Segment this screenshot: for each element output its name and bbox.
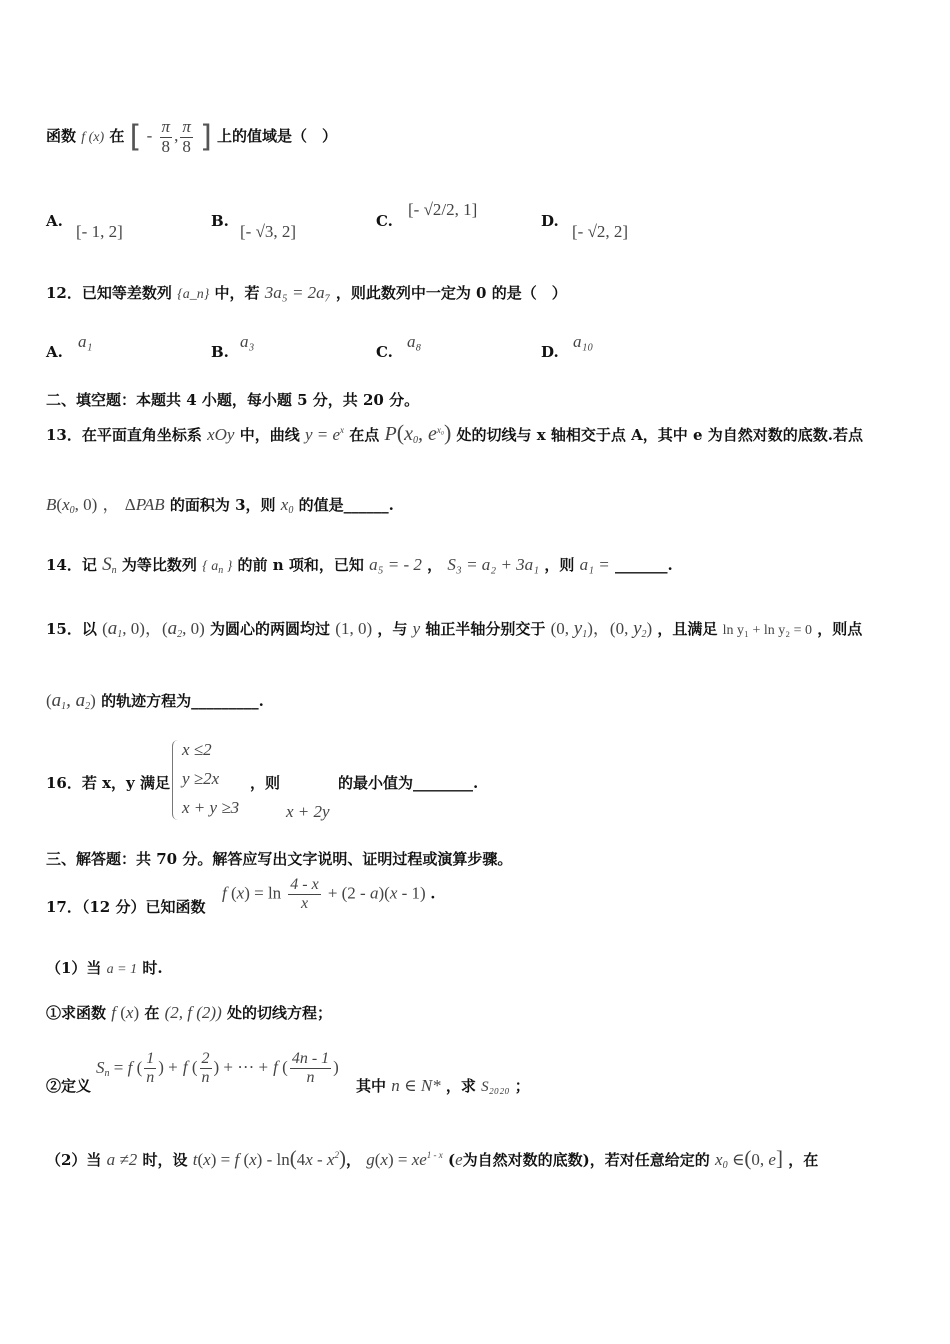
math: + (2 - a)(x - 1)	[327, 883, 426, 903]
math-B: $B(x_0$, 0)	[46, 495, 98, 516]
text: 的值是______.	[298, 496, 394, 514]
text: 轴正半轴分别交于	[425, 620, 546, 638]
q12-stem	[46, 282, 567, 303]
text: 为圆心的两圆均过	[210, 620, 331, 638]
math: (1, 0)	[335, 619, 373, 638]
fraction: $\frac{1}{n}$	[146, 1050, 155, 1086]
constraint: y ≥2x	[182, 769, 220, 788]
math: f (x)	[111, 1003, 140, 1022]
text: ，则点	[817, 620, 863, 638]
constraint: x ≤2	[182, 740, 212, 759]
math-cond: 3a₅ = 2a₇	[264, 283, 331, 302]
point-label: P	[384, 423, 397, 445]
fraction: $\frac{2}{n}$	[201, 1050, 210, 1086]
section-heading: 二、填空题：本题共 4 小题，每小题 5 分，共 20 分。	[46, 391, 420, 409]
option-value: [- 1, 2]	[76, 222, 123, 241]
option-label: D.	[541, 343, 559, 361]
bracket-right: ]	[200, 119, 212, 155]
q13-line2: $B(x_0$, 0) ， ΔPAB 的面积为 3，则 $x_0$ 的值是______.	[46, 495, 394, 516]
text: (	[448, 1151, 456, 1169]
q17-function: f (x) = ln $\frac{4 - x}{x}$ + (2 - a)(x - 1) .	[222, 876, 436, 912]
option-label: B.	[211, 212, 229, 230]
math: $S_n = f$ (	[96, 1057, 143, 1079]
math: (0, $y_2$)	[609, 618, 653, 640]
text: 12．已知等差数列	[46, 284, 172, 302]
option-value: [- √2, 2]	[572, 222, 629, 241]
math: S₂₀₂₀	[481, 1079, 510, 1095]
bracket-left: [	[129, 119, 142, 155]
text: 中，若	[214, 284, 260, 302]
math: a₁ =	[579, 555, 610, 574]
math: t(x) = f $(x) - \ln(4x - x^2)$	[192, 1146, 346, 1170]
q14-stem	[46, 554, 673, 576]
option-value: [- √3, 2]	[240, 222, 297, 241]
option-value: [- √2/2, 1]	[408, 200, 478, 219]
q13-line1	[46, 420, 863, 446]
math-curve: $y = e^x$	[304, 425, 345, 444]
q17-sum: $S_n = f$ ( $\frac{1}{n}$ ) + f ( $\frac{2}{n}$ ) + ··· + f ( $\frac{4n - 1}{n}$ )	[96, 1050, 339, 1086]
math: xOy	[207, 425, 235, 444]
option-value: a₁₀	[573, 332, 594, 351]
q11-stem: 函数 f (x) 在 [ - $\frac{\pi}{8}$ , $\frac{\pi}{8}$ ] 上的值域是（ ）	[46, 117, 338, 156]
fraction: $\frac{4n - 1}{n}$	[291, 1050, 330, 1086]
math: f (x) = ln	[222, 883, 282, 903]
text: 处的切线方程；	[226, 1004, 332, 1022]
text: 函数	[46, 127, 77, 146]
text: ，且满足	[657, 620, 718, 638]
brace-icon	[172, 740, 179, 820]
q17-sub2	[46, 1075, 91, 1096]
math: $x_0$ ∈(0, e]	[715, 1146, 783, 1171]
text: 上的值域是（ ）	[217, 127, 338, 146]
math-seq: {a_n}	[177, 287, 210, 302]
math-expr: x + 2y	[286, 802, 330, 821]
text: 时.	[142, 959, 163, 977]
text: ，与	[377, 620, 408, 638]
denominator: 8	[182, 136, 191, 156]
option-label: D.	[541, 212, 559, 230]
fraction	[160, 118, 173, 156]
text: ，则	[544, 556, 575, 574]
text: 13．在平面直角坐标系	[46, 426, 202, 444]
math: ($a_2$, 0)	[161, 618, 205, 640]
option-value: a₈	[407, 332, 422, 351]
text: 为自然对数的底数)，若对任意给定的	[462, 1151, 710, 1169]
text: ，在	[788, 1151, 819, 1169]
minus: -	[146, 126, 153, 146]
math-fx: f (x)	[81, 130, 105, 146]
q15-line1: 15．以 ($a_1$, 0)，($a_2$, 0) 为圆心的两圆均过 (1, 0) ，与 y 轴正半轴分别交于 (0, $y_1$)，(0, $y_2$) ，且满足 ln y₁ + ln y₂ = 0 ，则点	[46, 618, 863, 640]
text: 16．若 x，y 满足	[46, 774, 170, 792]
math: (2, f (2))	[164, 1003, 222, 1022]
math: ($a_1$, 0)	[102, 618, 145, 640]
text: 14．记	[46, 556, 97, 574]
q17-head	[46, 896, 205, 917]
text: （2）当	[46, 1151, 102, 1169]
curve: y = e	[304, 425, 341, 444]
q16-tail: 的最小值为________.	[338, 774, 479, 792]
option-value: a₁	[78, 332, 93, 351]
q17-part1	[46, 957, 163, 978]
math-cond: a₅ = - 2	[369, 555, 422, 574]
math: $g(x) = xe^{1 - x}$	[366, 1150, 443, 1169]
text: （1）当	[46, 959, 102, 977]
section-heading: 三、解答题：共 70 分。解答应写出文字说明、证明过程或演算步骤。	[46, 850, 513, 868]
text: ，	[427, 556, 443, 574]
answer-blank: _______.	[614, 556, 673, 574]
text: ，求	[445, 1077, 476, 1095]
option-value: a₃	[240, 332, 255, 351]
text: ，	[345, 1151, 361, 1169]
math: ($a_1$, $a_2$)	[46, 690, 96, 712]
text: 时，设	[142, 1151, 188, 1169]
q15-line2	[46, 690, 264, 712]
denominator: 8	[161, 136, 171, 156]
text: ，则此数列中一定为 0 的是（ ）	[335, 284, 567, 302]
math: ln y₁ + ln y₂ = 0	[722, 623, 813, 638]
text: 在	[144, 1004, 160, 1022]
fraction: $\frac{4 - x}{x}$	[290, 876, 319, 912]
q16-stem	[46, 772, 170, 793]
math-seq: { $a_n$ }	[202, 559, 233, 576]
text: ②定义	[46, 1077, 92, 1095]
numerator: π	[182, 117, 191, 136]
constraint: x + y ≥3	[182, 798, 240, 817]
math: a ≠2	[106, 1150, 138, 1169]
q16-then: ，则	[250, 774, 281, 792]
option-label: A.	[46, 212, 63, 230]
constraint-system	[168, 736, 248, 826]
text: 的轨迹方程为_________.	[101, 692, 264, 710]
q17-sub1	[46, 1002, 332, 1023]
text: 17．（12 分）已知函数	[46, 898, 206, 916]
option-label: C.	[376, 343, 393, 361]
q17-sub2-tail	[356, 1075, 530, 1096]
math-y: y	[412, 619, 421, 638]
option-label: A.	[46, 343, 63, 361]
text: 为等比数列	[121, 556, 197, 574]
math-point: $P(x_0$, $e^{x_0}$)	[384, 420, 452, 446]
math-x0: $x_0$	[280, 495, 294, 516]
text: 其中	[356, 1077, 387, 1095]
option-label: B.	[211, 343, 229, 361]
text: 在	[109, 127, 125, 146]
math: n ∈ N*	[391, 1076, 441, 1095]
text: 在点	[349, 426, 380, 444]
math: (0, $y_1$)	[550, 618, 593, 640]
text: ；	[514, 1077, 530, 1095]
math: a = 1	[106, 962, 138, 977]
text: 15．以	[46, 620, 97, 638]
option-label: C.	[376, 212, 393, 230]
text: ①求函数	[46, 1004, 107, 1022]
math-cond: S₃ = a₂ + 3a₁	[447, 555, 540, 574]
math-triangle: ΔPAB	[124, 495, 165, 514]
text: 中，曲线	[239, 426, 300, 444]
text: 的面积为 3，则	[169, 496, 276, 514]
text: 的前 n 项和，已知	[237, 556, 364, 574]
q17-part2: （2）当 a ≠2 时，设 t(x) = f $(x) - \ln(4x - x^2)$， $g(x) = xe^{1 - x}$ (e为自然对数的底数)，若对任意给定的 $x_0$ ∈(0, e] ，在	[46, 1146, 819, 1171]
fraction	[180, 118, 193, 156]
numerator: π	[161, 117, 171, 136]
text: 处的切线与 x 轴相交于点 A，其中 e 为自然对数的底数.若点	[456, 426, 863, 444]
math-Sn: $S_n$	[102, 554, 117, 576]
